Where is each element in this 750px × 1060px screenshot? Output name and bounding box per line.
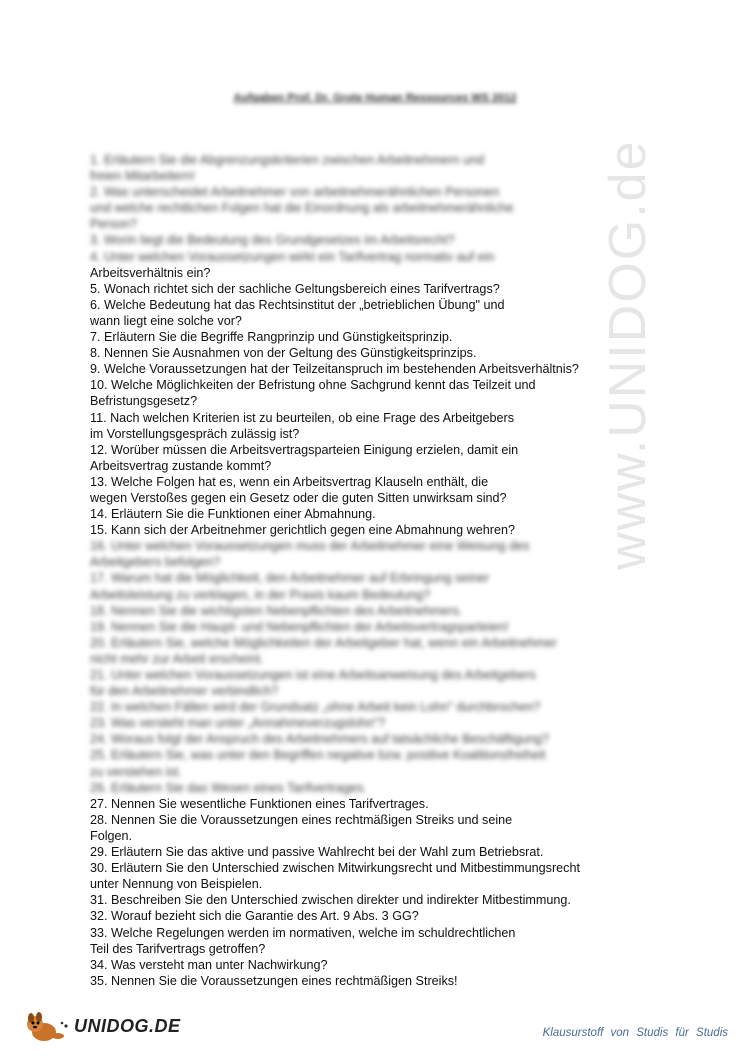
logo-text: UNIDOG.DE [74, 1016, 181, 1036]
question-line: Arbeitgebers befolgen? [90, 555, 221, 570]
question-line: Teil des Tarifvertrags getroffen? [90, 941, 266, 956]
question-line: und welche rechtlichen Folgen hat die Einordnung als arbeitnehmerähnliche [90, 201, 514, 216]
question-line: 8. Nennen Sie Ausnahmen von der Geltung des Günstigkeitsprinzips. [90, 346, 477, 361]
question-line: 34. Was versteht man unter Nachwirkung? [90, 957, 328, 972]
question-line: 24. Woraus folgt der Anspruch des Arbeitnehmers auf tatsächliche Beschäftigung? [90, 732, 550, 747]
question-line: nicht mehr zur Arbeit erscheint. [90, 651, 264, 666]
question-line: 16. Unter welchen Voraussetzungen muss der Arbeitnehmer eine Weisung des [90, 539, 530, 554]
question-line: wegen Verstoßes gegen ein Gesetz oder die guten Sitten unwirksam sind? [90, 490, 507, 505]
question-line: Folgen. [90, 828, 133, 843]
question-list [90, 152, 650, 989]
question-line: 14. Erläutern Sie die Funktionen einer Abmahnung. [90, 507, 376, 522]
question-line: für den Arbeitnehmer verbindlich? [90, 684, 279, 699]
question-line: Befristungsgesetz? [90, 394, 198, 409]
question-line: Arbeitsverhältnis ein? [90, 265, 211, 280]
question-line: 21. Unter welchen Voraussetzungen ist eine Arbeitsanweisung des Arbeitgebers [90, 668, 536, 682]
question-line: Arbeitsleistung zu verklagen, in der Praxis kaum Bedeutung? [90, 587, 431, 602]
question-line: 32. Worauf bezieht sich die Garantie des Art. 9 Abs. 3 GG? [90, 909, 419, 924]
question-line: zu verstehen ist. [90, 764, 182, 779]
question-line: 23. Was versteht man unter „Annahmeverzugslohn"? [90, 716, 386, 731]
logo [22, 1012, 181, 1044]
question-line: 15. Kann sich der Arbeitnehmer gerichtlich gegen eine Abmahnung wehren? [90, 523, 515, 538]
question-line: im Vorstellungsgespräch zulässig ist? [90, 426, 300, 441]
question-line: 5. Wonach richtet sich der sachliche Geltungsbereich eines Tarifvertrags? [90, 281, 500, 296]
question-line: 13. Welche Folgen hat es, wenn ein Arbeitsvertrag Klauseln enthält, die [90, 474, 489, 489]
question-line: 31. Beschreiben Sie den Unterschied zwischen direkter und indirekter Mitbestimmung. [90, 893, 571, 908]
question-line: 7. Erläutern Sie die Begriffe Rangprinzip und Günstigkeitsprinzip. [90, 330, 453, 345]
question-line: 20. Erläutern Sie, welche Möglichkeiten der Arbeitgeber hat, wenn ein Arbeitnehmer [90, 635, 557, 650]
question-line: 27. Nennen Sie wesentliche Funktionen eines Tarifvertrages. [90, 796, 429, 811]
question-line: 2. Was unterscheidet Arbeitnehmer von arbeitnehmerähnlichen Personen [90, 185, 500, 200]
watermark: www.UNIDOG.de [599, 139, 657, 570]
question-line: 10. Welche Möglichkeiten der Befristung ohne Sachgrund kennt das Teilzeit und [90, 378, 536, 393]
question-line: Person? [90, 217, 137, 232]
question-line: 3. Worin liegt die Bedeutung des Grundgesetzes im Arbeitsrecht? [90, 233, 455, 248]
question-line: 19. Nennen Sie die Haupt- und Nebenpflichten der Arbeitsvertragsparteien! [90, 619, 509, 634]
question-line: 18. Nennen Sie die wichtigsten Nebenpflichten des Arbeitnehmers. [90, 603, 463, 618]
question-line: 6. Welche Bedeutung hat das Rechtsinstitut der „betrieblichen Übung" und [90, 297, 505, 312]
question-line: 25. Erläutern Sie, was unter den Begriffen negative bzw. positive Koalitionsfreiheit [90, 748, 546, 763]
question-line: freien Mitarbeitern! [90, 169, 195, 184]
question-line: 4. Unter welchen Voraussetzungen wirkt ein Tarifvertrag normativ auf ein [90, 249, 495, 264]
question-line: 9. Welche Voraussetzungen hat der Teilzeitanspruch im bestehenden Arbeitsverhältnis? [90, 362, 579, 377]
question-line: Arbeitsvertrag zustande kommt? [90, 458, 272, 473]
document-title: Aufgaben Prof. Dr. Grote Human Ressources WS 2012 [233, 92, 517, 104]
question-line: 22. In welchen Fällen wird der Grundsatz „ohne Arbeit kein Lohn" durchbrochen? [90, 700, 541, 715]
question-line: unter Nennung von Beispielen. [90, 877, 263, 892]
question-line: wann liegt eine solche vor? [90, 313, 242, 328]
question-line: 30. Erläutern Sie den Unterschied zwischen Mitwirkungsrecht und Mitbestimmungsrecht [90, 861, 580, 876]
footer-slogan: Klausurstoff von Studis für Studis [542, 1027, 728, 1039]
question-line: 35. Nennen Sie die Voraussetzungen eines rechtmäßigen Streiks! [90, 973, 458, 988]
question-line: 26. Erläutern Sie das Wesen eines Tarifvertrages. [90, 780, 367, 795]
question-line: 17. Warum hat die Möglichkeit, den Arbeitnehmer auf Erbringung seiner [90, 571, 490, 586]
question-line: 12. Worüber müssen die Arbeitsvertragsparteien Einigung erzielen, damit ein [90, 442, 519, 457]
dog-icon [22, 1012, 70, 1044]
question-line: 29. Erläutern Sie das aktive und passive Wahlrecht bei der Wahl zum Betriebsrat. [90, 845, 544, 860]
question-line: 11. Nach welchen Kriterien ist zu beurteilen, ob eine Frage des Arbeitgebers [90, 410, 514, 425]
question-line: 33. Welche Regelungen werden im normativen, welche im schuldrechtlichen [90, 925, 516, 940]
question-line: 28. Nennen Sie die Voraussetzungen eines rechtmäßigen Streiks und seine [90, 812, 513, 827]
question-line: 1. Erläutern Sie die Abgrenzungskriterien zwischen Arbeitnehmern und [90, 153, 485, 167]
